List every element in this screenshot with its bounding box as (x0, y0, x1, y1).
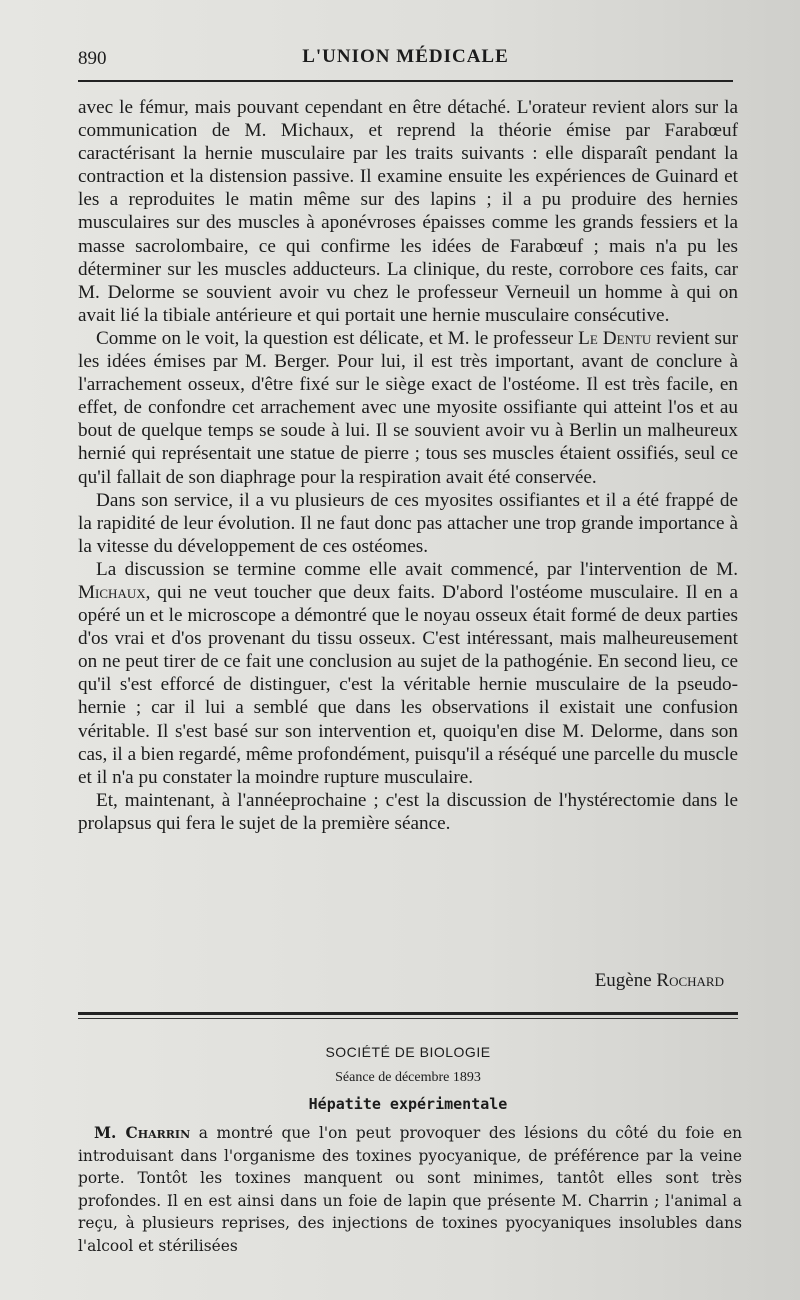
biology-paragraph (78, 1122, 742, 1257)
paragraph-4-start: La discussion se termine comme elle avait commencé, par l'intervention de M. (96, 558, 738, 580)
running-title: L'UNION MÉDICALE (302, 46, 509, 67)
paragraph-4-end: , qui ne veut toucher que deux faits. D'abord l'ostéome musculaire. Il en a opéré un et le microscope a démontré que le noyau osseux était formé de deux parties d'os vrai et d'os provenant du tissu osseux. C'est intéressant, mais malheureusement on ne peut tirer de ce fait une conclusion au sujet de la pathogénie. En second lieu, ce qu'il s'est efforcé de distinguer, c'est la véritable hernie musculaire de la pseudo-hernie ; car il lui a semblé que dans les observations il existait une confusion véritable. Il s'est basé sur son intervention et, quoiqu'en dise M. Delorme, dans son cas, il a bien regardé, même profondément, puisqu'il a réséqué une parcelle du muscle et il n'a pu constater la moindre rupture musculaire. (78, 581, 738, 788)
biology-paragraph-text: a montré que l'on peut provoquer des lésions du côté du foie en introduisant dans l'organisme des toxines pyocyanique, de préférence par la veine porte. Tontôt les toxines manquent ou sont minimes, tantôt elles sont très profondes. Il en est ainsi dans un foie de lapin que présente M. Charrin ; l'animal a reçu, à plusieurs reprises, des injections de toxines pyocyaniques insolubles dans l'alcool et stérilisées (78, 1124, 742, 1255)
speaker-name-charrin: M. Charrin (94, 1124, 191, 1142)
article-body (78, 96, 738, 835)
paragraph-3: Dans son service, il a vu plusieurs de ces myosites ossifiantes et il a été frappé de la rapidité de leur évolution. Il ne faut donc pas attacher une trop grande importance à la vitesse du développement de ces ostéomes. (78, 489, 738, 557)
paragraph-2-end: revient sur les idées émises par M. Berger. Pour lui, il est très important, avant de conclure à l'arrachement osseux, d'être fixé sur le siège exact de l'ostéome. Il est très facile, en effet, de confondre cet arrachement avec une myosite ossifiante qui atteint l'os et au bout de quelque temps se soude à lui. Il se souvient avoir vu à Berlin un malheureux hernié qui représentait une statue de pierre ; tous ses muscles étaient ossifiés, seul ce qu'il fallait de son diaphrage pour la respiration avait été conservée. (78, 327, 738, 488)
paragraph-5: Et, maintenant, à l'annéeprochaine ; c'est la discussion de l'hystérectomie dans le prolapsus qui fera le sujet de la première séance. (78, 789, 738, 834)
paragraph-2 (78, 327, 738, 489)
signature-first: Eugène (594, 970, 657, 991)
author-signature (595, 970, 724, 992)
section-rule-thin (78, 1018, 738, 1019)
header-rule (78, 80, 733, 82)
paragraph-1: avec le fémur, mais pouvant cependant en être détaché. L'orateur revient alors sur la communication de M. Michaux, et reprend la théorie émise par Farabœuf caractérisant la hernie musculaire par les traits suivants : elle disparaît pendant la contraction et la distension passive. Il examine ensuite les expériences de Guinard et les a reproduites le matin même sur des lapins ; il a pu produire des hernies musculaires sur des muscles à aponévroses épaisses comme les grands fessiers et la masse sacrolombaire, ce qui confirme les idées de Farabœuf ; mais n'a pu les déterminer sur les muscles adducteurs. La clinique, du reste, corrobore ces faits, car M. Delorme se souvient avoir vu chez le professeur Verneuil un homme à qui on avait lié la tibiale antérieure et qui portait une hernie musculaire consécutive. (78, 97, 738, 326)
signature-last: Rochard (656, 970, 724, 991)
section-rule-thick (78, 1012, 738, 1015)
speaker-name-le-dentu: Le Dentu (578, 327, 652, 349)
session-date: Séance de décembre 1893 (335, 1070, 481, 1085)
page-number: 890 (78, 48, 107, 69)
biology-report (78, 1122, 742, 1257)
paragraph-2-start: Comme on le voit, la question est délicate, et M. le professeur (96, 327, 579, 349)
speaker-name-michaux: Michaux (78, 581, 146, 603)
section-subject: Hépatite expérimentale (308, 1095, 508, 1113)
paragraph-4 (78, 558, 738, 789)
section-title: SOCIÉTÉ DE BIOLOGIE (325, 1044, 491, 1060)
page-header (78, 44, 733, 74)
